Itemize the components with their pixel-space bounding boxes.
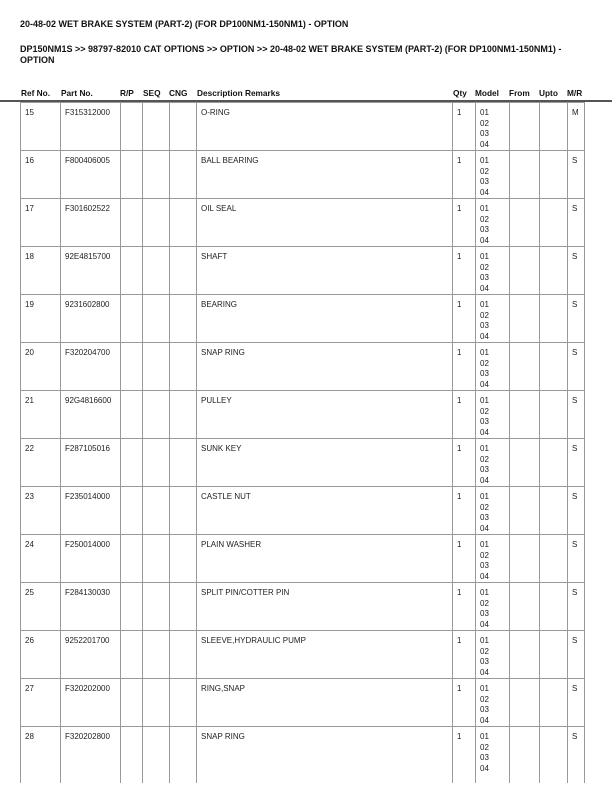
cng-cell [170,727,197,783]
model-cell [476,487,510,535]
model-code: 01 [480,588,489,597]
from-cell [510,631,540,679]
table-row [21,103,585,151]
cng-cell [170,631,197,679]
model-code: 03 [480,225,489,234]
model-code: 01 [480,252,489,261]
cng-cell [170,439,197,487]
upto-cell [540,103,568,151]
ref-cell: 17 [21,199,61,247]
qty-cell: 1 [453,391,476,439]
seq-cell [143,295,170,343]
cng-cell [170,583,197,631]
model-cell [476,103,510,151]
ref-cell: 25 [21,583,61,631]
part-number-cell: F800406005 [61,151,121,199]
seq-cell [143,535,170,583]
page-title: 20-48-02 WET BRAKE SYSTEM (PART-2) (FOR DP100NM1-150NM1) - OPTION [20,19,349,29]
model-code: 01 [480,396,489,405]
model-code: 03 [480,609,489,618]
cng-cell [170,151,197,199]
from-cell [510,151,540,199]
model-cell [476,439,510,487]
from-cell [510,487,540,535]
from-cell [510,727,540,783]
model-code: 01 [480,348,489,357]
qty-cell: 1 [453,151,476,199]
table-row [21,151,585,199]
qty-cell: 1 [453,631,476,679]
upto-cell [540,679,568,727]
model-code: 02 [480,406,489,416]
model-code: 04 [480,763,489,773]
upto-cell [540,199,568,247]
model-code: 03 [480,177,489,186]
rp-cell [121,151,143,199]
seq-cell [143,631,170,679]
part-number-cell: F287105016 [61,439,121,487]
upto-cell [540,487,568,535]
model-code: 01 [480,108,489,117]
rp-cell [121,103,143,151]
model-cell [476,295,510,343]
description-cell: BALL BEARING [197,151,453,199]
ref-cell: 18 [21,247,61,295]
qty-cell: 1 [453,247,476,295]
rp-cell [121,679,143,727]
header-seq: SEQ [143,88,161,98]
seq-cell [143,247,170,295]
model-code: 03 [480,417,489,426]
qty-cell: 1 [453,487,476,535]
model-code: 03 [480,273,489,282]
header-model: Model [475,88,499,98]
rp-cell [121,583,143,631]
cng-cell [170,295,197,343]
qty-cell: 1 [453,727,476,783]
header-part: Part No. [61,88,93,98]
qty-cell: 1 [453,295,476,343]
upto-cell [540,583,568,631]
rp-cell [121,487,143,535]
model-code: 02 [480,454,489,464]
model-code: 04 [480,571,489,581]
upto-cell [540,343,568,391]
part-number-cell: F235014000 [61,487,121,535]
parts-table [20,102,585,783]
table-row [21,343,585,391]
description-cell: CASTLE NUT [197,487,453,535]
model-code: 01 [480,204,489,213]
part-number-cell: 9231602800 [61,295,121,343]
mr-cell: S [568,679,585,727]
cng-cell [170,247,197,295]
table-row [21,295,585,343]
rp-cell [121,295,143,343]
mr-cell: S [568,391,585,439]
rp-cell [121,343,143,391]
model-cell [476,343,510,391]
from-cell [510,391,540,439]
table-row [21,583,585,631]
model-cell [476,199,510,247]
model-code: 04 [480,523,489,533]
cng-cell [170,343,197,391]
ref-cell: 22 [21,439,61,487]
model-code: 03 [480,705,489,714]
mr-cell: S [568,439,585,487]
header-desc: Description Remarks [197,88,281,98]
model-code: 02 [480,646,489,656]
seq-cell [143,103,170,151]
part-number-cell: F320202800 [61,727,121,783]
rp-cell [121,535,143,583]
mr-cell: S [568,247,585,295]
part-number-cell: F320202000 [61,679,121,727]
table-row [21,439,585,487]
model-code: 04 [480,715,489,725]
seq-cell [143,583,170,631]
rp-cell [121,199,143,247]
model-code: 02 [480,694,489,704]
model-code: 03 [480,657,489,666]
table-row [21,487,585,535]
mr-cell: S [568,727,585,783]
from-cell [510,247,540,295]
model-code: 03 [480,561,489,570]
cng-cell [170,391,197,439]
description-cell: PLAIN WASHER [197,535,453,583]
upto-cell [540,151,568,199]
model-code: 04 [480,187,489,197]
upto-cell [540,295,568,343]
cng-cell [170,487,197,535]
model-cell [476,583,510,631]
ref-cell: 19 [21,295,61,343]
ref-cell: 20 [21,343,61,391]
from-cell [510,583,540,631]
table-row [21,247,585,295]
model-code: 04 [480,235,489,245]
qty-cell: 1 [453,343,476,391]
mr-cell: S [568,199,585,247]
header-from: From [509,88,530,98]
model-code: 04 [480,283,489,293]
upto-cell [540,535,568,583]
ref-cell: 23 [21,487,61,535]
description-cell: BEARING [197,295,453,343]
cng-cell [170,103,197,151]
model-code: 02 [480,598,489,608]
qty-cell: 1 [453,679,476,727]
model-code: 03 [480,369,489,378]
qty-cell: 1 [453,199,476,247]
seq-cell [143,343,170,391]
part-number-cell: 92G4816600 [61,391,121,439]
part-number-cell: F284130030 [61,583,121,631]
header-rp: R/P [120,88,134,98]
mr-cell: S [568,535,585,583]
part-number-cell: F250014000 [61,535,121,583]
table-row [21,679,585,727]
model-code: 02 [480,742,489,752]
model-code: 02 [480,214,489,224]
upto-cell [540,391,568,439]
rp-cell [121,247,143,295]
mr-cell: S [568,295,585,343]
description-cell: RING,SNAP [197,679,453,727]
description-cell: SUNK KEY [197,439,453,487]
mr-cell: S [568,343,585,391]
table-row [21,727,585,783]
table-row [21,535,585,583]
model-code: 02 [480,118,489,128]
model-code: 02 [480,502,489,512]
mr-cell: S [568,151,585,199]
from-cell [510,103,540,151]
seq-cell [143,151,170,199]
description-cell: PULLEY [197,391,453,439]
cng-cell [170,199,197,247]
upto-cell [540,631,568,679]
part-number-cell: F320204700 [61,343,121,391]
mr-cell: M [568,103,585,151]
description-cell: SPLIT PIN/COTTER PIN [197,583,453,631]
model-code: 03 [480,129,489,138]
ref-cell: 15 [21,103,61,151]
from-cell [510,295,540,343]
seq-cell [143,727,170,783]
rp-cell [121,727,143,783]
seq-cell [143,487,170,535]
upto-cell [540,727,568,783]
model-cell [476,151,510,199]
model-code: 01 [480,732,489,741]
model-code: 03 [480,753,489,762]
model-code: 04 [480,475,489,485]
description-cell: OIL SEAL [197,199,453,247]
seq-cell [143,679,170,727]
rp-cell [121,391,143,439]
part-number-cell: F301602522 [61,199,121,247]
model-cell [476,679,510,727]
model-code: 02 [480,550,489,560]
from-cell [510,199,540,247]
description-cell: SHAFT [197,247,453,295]
cng-cell [170,679,197,727]
model-code: 02 [480,166,489,176]
rp-cell [121,439,143,487]
model-code: 04 [480,139,489,149]
upto-cell [540,247,568,295]
rp-cell [121,631,143,679]
ref-cell: 27 [21,679,61,727]
seq-cell [143,199,170,247]
qty-cell: 1 [453,535,476,583]
part-number-cell: F315312000 [61,103,121,151]
table-row [21,199,585,247]
ref-cell: 28 [21,727,61,783]
model-code: 03 [480,321,489,330]
part-number-cell: 9252201700 [61,631,121,679]
model-code: 03 [480,465,489,474]
model-code: 01 [480,156,489,165]
seq-cell [143,391,170,439]
model-cell [476,391,510,439]
model-code: 03 [480,513,489,522]
ref-cell: 24 [21,535,61,583]
header-cng: CNG [169,88,188,98]
qty-cell: 1 [453,439,476,487]
model-code: 01 [480,636,489,645]
description-cell: SNAP RING [197,727,453,783]
model-code: 01 [480,444,489,453]
model-code: 01 [480,684,489,693]
header-upto: Upto [539,88,558,98]
ref-cell: 16 [21,151,61,199]
qty-cell: 1 [453,583,476,631]
model-code: 02 [480,262,489,272]
ref-cell: 21 [21,391,61,439]
model-code: 01 [480,540,489,549]
model-cell [476,727,510,783]
model-code: 04 [480,331,489,341]
seq-cell [143,439,170,487]
table-row [21,631,585,679]
description-cell: SNAP RING [197,343,453,391]
model-code: 04 [480,619,489,629]
from-cell [510,439,540,487]
qty-cell: 1 [453,103,476,151]
mr-cell: S [568,583,585,631]
from-cell [510,679,540,727]
model-cell [476,535,510,583]
from-cell [510,343,540,391]
upto-cell [540,439,568,487]
model-code: 01 [480,492,489,501]
model-code: 04 [480,379,489,389]
table-row [21,391,585,439]
model-code: 02 [480,310,489,320]
header-ref: Ref No. [21,88,51,98]
description-cell: O-RING [197,103,453,151]
model-cell [476,247,510,295]
part-number-cell: 92E4815700 [61,247,121,295]
model-code: 02 [480,358,489,368]
header-qty: Qty [453,88,467,98]
mr-cell: S [568,487,585,535]
description-cell: SLEEVE,HYDRAULIC PUMP [197,631,453,679]
model-code: 04 [480,667,489,677]
header-mr: M/R [567,88,583,98]
ref-cell: 26 [21,631,61,679]
model-code: 01 [480,300,489,309]
breadcrumb: DP150NM1S >> 98797-82010 CAT OPTIONS >> OPTION >> 20-48-02 WET BRAKE SYSTEM (PART-2) (FOR DP100NM1-150NM1) - OPTION [20,44,562,65]
model-code: 04 [480,427,489,437]
model-cell [476,631,510,679]
mr-cell: S [568,631,585,679]
cng-cell [170,535,197,583]
from-cell [510,535,540,583]
